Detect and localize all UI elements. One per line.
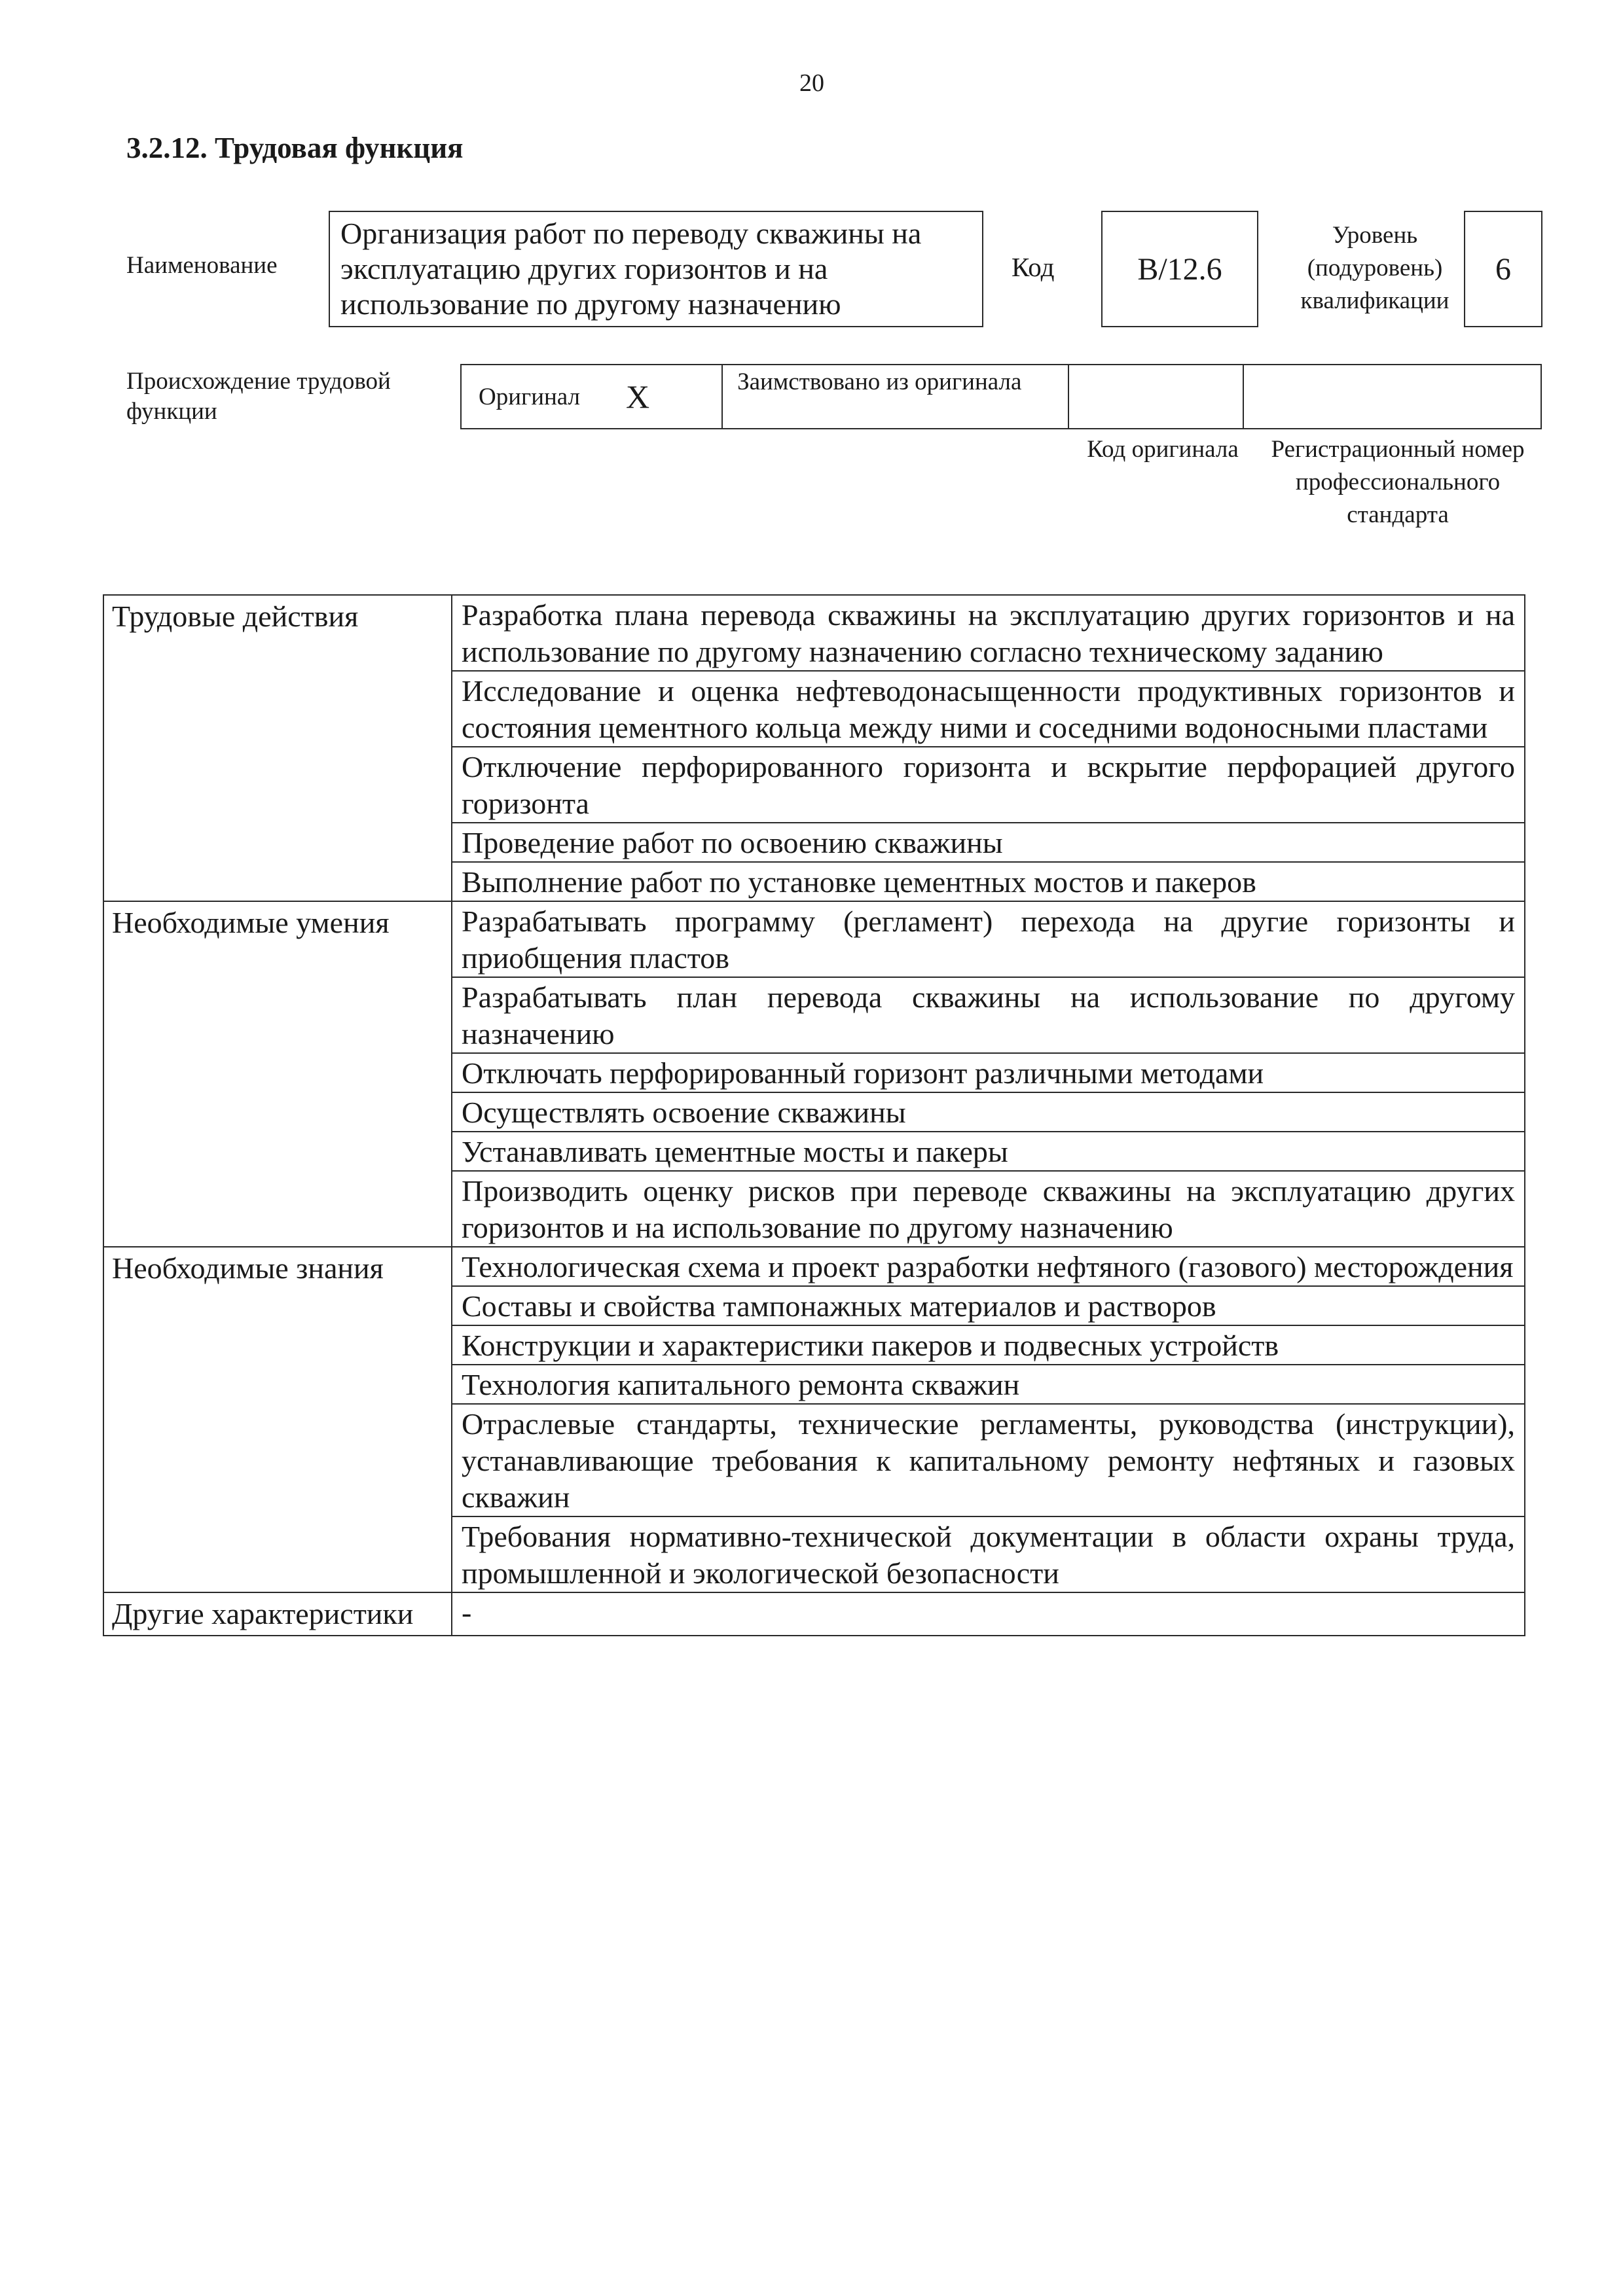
original-label: Оригинал bbox=[479, 383, 581, 410]
actions-label: Трудовые действия bbox=[103, 595, 452, 901]
table-cell: Отключение перфорированного горизонта и вскрытие перфорацией другого горизонта bbox=[452, 747, 1525, 823]
original-code-cell bbox=[1069, 365, 1244, 428]
table-cell: Устанавливать цементные мосты и пакеры bbox=[452, 1132, 1525, 1171]
level-label: Уровень (подуровень) квалификации bbox=[1300, 222, 1450, 314]
table-cell: Технология капитального ремонта скважин bbox=[452, 1365, 1525, 1404]
caption-original-code: Код оригинала bbox=[1087, 436, 1239, 463]
page-number: 20 bbox=[799, 69, 824, 97]
origin-label: Происхождение трудовой функции bbox=[126, 368, 391, 425]
origin-row bbox=[460, 364, 1542, 429]
table-cell: Технологическая схема и проект разработки нефтяного (газового) месторождения bbox=[452, 1247, 1525, 1286]
borrowed-label: Заимствовано из оригинала bbox=[723, 365, 1069, 428]
table-row bbox=[103, 1592, 1525, 1636]
other-label: Другие характеристики bbox=[103, 1592, 452, 1636]
original-mark: X bbox=[626, 378, 650, 415]
other-value: - bbox=[452, 1592, 1525, 1636]
name-value: Организация работ по переводу скважины на эксплуатацию других горизонтов и на использование по другому назначению bbox=[329, 211, 983, 327]
table-cell: Выполнение работ по установке цементных мостов и пакеров bbox=[452, 862, 1525, 901]
table-cell: Производить оценку рисков при переводе скважины на эксплуатацию других горизонтов и на использование по другому назначению bbox=[452, 1171, 1525, 1247]
table-cell: Осуществлять освоение скважины bbox=[452, 1092, 1525, 1132]
table-cell: Отключать перфорированный горизонт различными методами bbox=[452, 1053, 1525, 1092]
table-cell: Проведение работ по освоению скважины bbox=[452, 823, 1525, 862]
level-value: 6 bbox=[1464, 211, 1542, 327]
knowledge-label: Необходимые знания bbox=[103, 1247, 452, 1592]
code-label: Код bbox=[1012, 252, 1055, 282]
table-cell: Разработка плана перевода скважины на эксплуатацию других горизонтов и на использование по другому назначению согласно техническому заданию bbox=[452, 595, 1525, 671]
section-title: 3.2.12. Трудовая функция bbox=[126, 132, 464, 164]
table-row bbox=[103, 901, 1525, 977]
table-cell: Составы и свойства тампонажных материалов и растворов bbox=[452, 1286, 1525, 1325]
caption-registration-number: Регистрационный номер профессионального стандарта bbox=[1271, 436, 1525, 528]
table-row bbox=[103, 1247, 1525, 1286]
table-cell: Отраслевые стандарты, технические регламенты, руководства (инструкции), устанавливающие требования к капитальному ремонту нефтяных и газовых скважин bbox=[452, 1404, 1525, 1516]
skills-label: Необходимые умения bbox=[103, 901, 452, 1247]
origin-original-cell bbox=[462, 365, 723, 428]
table-cell: Требования нормативно-технической документации в области охраны труда, промышленной и экологической безопасности bbox=[452, 1516, 1525, 1592]
table-cell: Исследование и оценка нефтеводонасыщенности продуктивных горизонтов и состояния цементного кольца между ними и соседними водоносными пластами bbox=[452, 671, 1525, 747]
table-cell: Конструкции и характеристики пакеров и подвесных устройств bbox=[452, 1325, 1525, 1365]
code-value: B/12.6 bbox=[1101, 211, 1258, 327]
table-cell: Разрабатывать программу (регламент) перехода на другие горизонты и приобщения пластов bbox=[452, 901, 1525, 977]
table-row bbox=[103, 595, 1525, 671]
table-cell: Разрабатывать план перевода скважины на использование по другому назначению bbox=[452, 977, 1525, 1053]
labor-function-table bbox=[103, 594, 1525, 1636]
registration-number-cell bbox=[1244, 365, 1541, 428]
name-label: Наименование bbox=[126, 252, 278, 279]
